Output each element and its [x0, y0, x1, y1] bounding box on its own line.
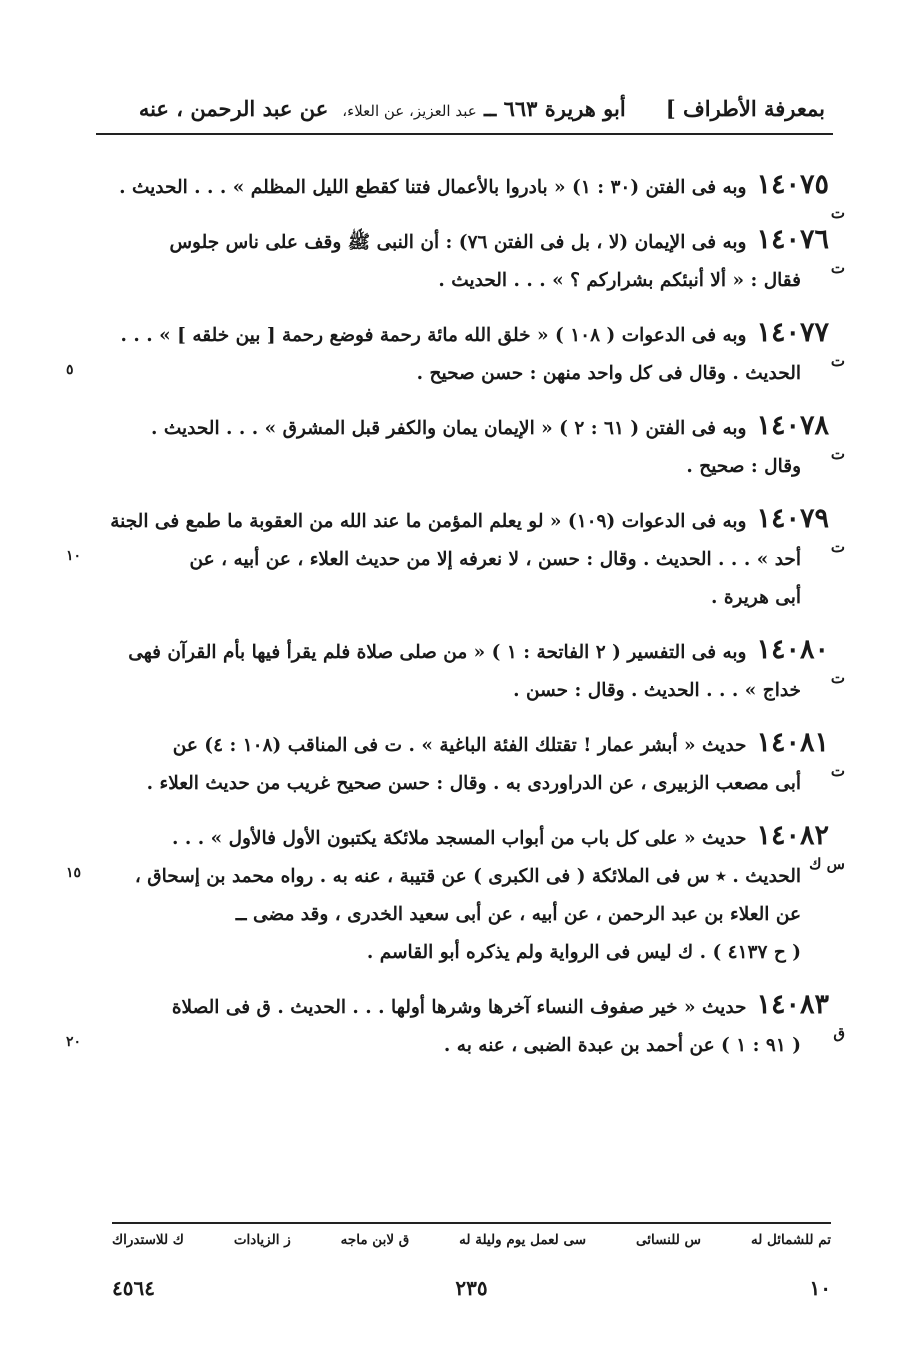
- source-siglum: ت: [830, 762, 845, 780]
- hadith-entry: [96, 409, 845, 488]
- footnote-item: تم للشمائل له: [750, 1232, 831, 1248]
- source-siglum: س ك: [809, 855, 845, 873]
- entry-text: حديث « خير صفوف النساء آخرها وشرها أولها . . . الحديث . ق فى الصلاة: [171, 997, 747, 1018]
- entry-line: [96, 898, 829, 936]
- source-siglum: ت: [830, 204, 845, 222]
- entry-number: ١٤٠٨٠: [756, 634, 829, 665]
- entry-line: [96, 450, 829, 488]
- hadith-entry: [96, 633, 845, 712]
- page-footer: [112, 1276, 831, 1304]
- entry-text: أبى مصعب الزبيرى ، عن الدراوردى به . وقال : حسن صحيح غريب من حديث العلاء .: [146, 773, 801, 794]
- entry-text: وبه فى الإيمان (لا ، بل فى الفتن ٧٦) : أن النبى ﷺ وقف على ناس جلوس: [169, 232, 747, 253]
- entry-line: [96, 819, 829, 860]
- entry-text: خداج » . . . الحديث . وقال : حسن .: [513, 680, 801, 701]
- footnote-item: ز الزيادات: [233, 1232, 291, 1248]
- entry-text: ( ٩١ : ١ ) عن أحمد بن عبدة الضبى ، عنه به .: [443, 1035, 801, 1056]
- entry-line: [96, 726, 829, 767]
- line-margin-number: ٢٠: [66, 1034, 82, 1050]
- entry-line: [96, 936, 829, 974]
- source-siglum: ت: [830, 259, 845, 277]
- entry-number: ١٤٠٨١: [756, 727, 829, 758]
- entry-text: ( ح ٤١٣٧ ) . ك ليس فى الرواية ولم يذكره أبو القاسم .: [366, 942, 801, 963]
- footnote-rule: [112, 1222, 831, 1224]
- footnote-item: سى لعمل يوم وليلة له: [459, 1232, 587, 1248]
- entry-line: [96, 1029, 829, 1067]
- source-siglum: ت: [830, 669, 845, 687]
- hadith-entry: [96, 168, 845, 222]
- running-header-section: [342, 96, 625, 121]
- entry-text: وقال : صحيح .: [686, 456, 801, 477]
- entry-line: [96, 988, 829, 1029]
- entry-text: وبه فى الفتن (٣٠ : ١) « بادروا بالأعمال فتنا كقطع الليل المظلم » . . . الحديث .: [119, 177, 747, 198]
- source-siglum: ت: [830, 352, 845, 370]
- entry-line: [96, 860, 829, 898]
- line-margin-number: ١٠: [66, 548, 82, 564]
- footnote-item: ق لابن ماجه: [340, 1232, 410, 1248]
- hadith-entries: [66, 168, 845, 1081]
- header-rule: [96, 133, 833, 135]
- entry-text: أحد » . . . الحديث . وقال : حسن ، لا نعرفه إلا من حديث العلاء ، عن أبيه ، عن: [189, 549, 801, 570]
- source-siglum: ت: [830, 445, 845, 463]
- hadith-entry: [66, 988, 845, 1067]
- footnote-item: ك للاستدراك: [112, 1232, 184, 1248]
- entry-line: [96, 357, 829, 395]
- entry-text: حديث « أبشر عمار ! تقتلك الفئة الباغية » . ت فى المناقب (١٠٨ : ٤) عن: [172, 735, 747, 756]
- entry-number: ١٤٠٧٦: [756, 224, 829, 255]
- entry-line: [96, 633, 829, 674]
- entry-line: [96, 409, 829, 450]
- hadith-entry: [66, 316, 845, 395]
- entry-text: وبه فى الدعوات ( ١٠٨ ) « خلق الله مائة رحمة فوضع رحمة [ بين خلقه ] » . . .: [120, 325, 747, 346]
- line-margin-number: ١٥: [66, 865, 82, 881]
- entry-text: وبه فى الفتن ( ٦١ : ٢ ) « الإيمان يمان والكفر قبل المشرق » . . . الحديث .: [150, 418, 747, 439]
- hadith-entry: [66, 819, 845, 974]
- entry-number: ١٤٠٧٨: [756, 410, 829, 441]
- footnote-item: س للنسائى: [636, 1232, 702, 1248]
- hadith-entry: [96, 223, 845, 302]
- running-header-title: بمعرفة الأطراف ]: [665, 95, 825, 121]
- source-siglum: ق: [833, 1024, 845, 1042]
- entry-line: [96, 168, 829, 209]
- hadith-entry: [96, 726, 845, 805]
- entry-line: [96, 767, 829, 805]
- entry-line: [96, 502, 829, 543]
- entry-text: حديث « على كل باب من أبواب المسجد ملائكة يكتبون الأول فالأول » . . .: [171, 828, 747, 849]
- running-header: [92, 88, 825, 128]
- footer-volume-number: ١٠: [809, 1276, 831, 1300]
- entry-line: [96, 543, 829, 581]
- entry-line: [96, 264, 829, 302]
- entry-text: الحديث . وقال فى كل واحد منهن : حسن صحيح .: [416, 363, 801, 384]
- footnote-abbreviations: [112, 1232, 831, 1248]
- entry-text: وبه فى الدعوات (١٠٩) « لو يعلم المؤمن ما عند الله من العقوبة ما طمع فى الجنة: [110, 511, 747, 532]
- entry-line: [96, 316, 829, 357]
- entry-number: ١٤٠٧٥: [756, 169, 829, 200]
- entry-line: [96, 674, 829, 712]
- line-margin-number: ٥: [66, 362, 74, 378]
- entry-text: فقال : « ألا أنبئكم بشراركم ؟ » . . . الحديث .: [438, 270, 801, 291]
- entry-text: أبى هريرة .: [710, 587, 801, 608]
- running-header-chain: عن عبد الرحمن ، عنه: [138, 95, 329, 121]
- source-siglum: ت: [830, 538, 845, 556]
- entry-text: الحديث . ٭ س فى الملائكة ( فى الكبرى ) عن قتيبة ، عنه به . رواه محمد بن إسحاق ،: [134, 866, 801, 887]
- entry-text: عن العلاء بن عبد الرحمن ، عن أبيه ، عن أبى سعيد الخدرى ، وقد مضى ــ: [235, 904, 801, 925]
- entry-text: وبه فى التفسير ( ٢ الفاتحة : ١ ) « من صلى صلاة فلم يقرأ فيها بأم القرآن فهى: [128, 642, 747, 663]
- entry-line: [96, 581, 829, 619]
- entry-number: ١٤٠٨٣: [756, 989, 829, 1020]
- entry-number: ١٤٠٧٧: [756, 317, 829, 348]
- footer-sheet-number: ٤٥٦٤: [112, 1276, 155, 1300]
- page-number: ٢٣٥: [455, 1276, 488, 1300]
- running-header-section-bold: أبو هريرة ٦٦٣ ــ: [484, 95, 626, 121]
- entry-number: ١٤٠٨٢: [756, 820, 829, 851]
- running-header-section-small: عبد العزيز، عن العلاء،: [342, 101, 477, 120]
- entry-line: [96, 223, 829, 264]
- hadith-entry: [66, 502, 845, 619]
- entry-number: ١٤٠٧٩: [756, 503, 829, 534]
